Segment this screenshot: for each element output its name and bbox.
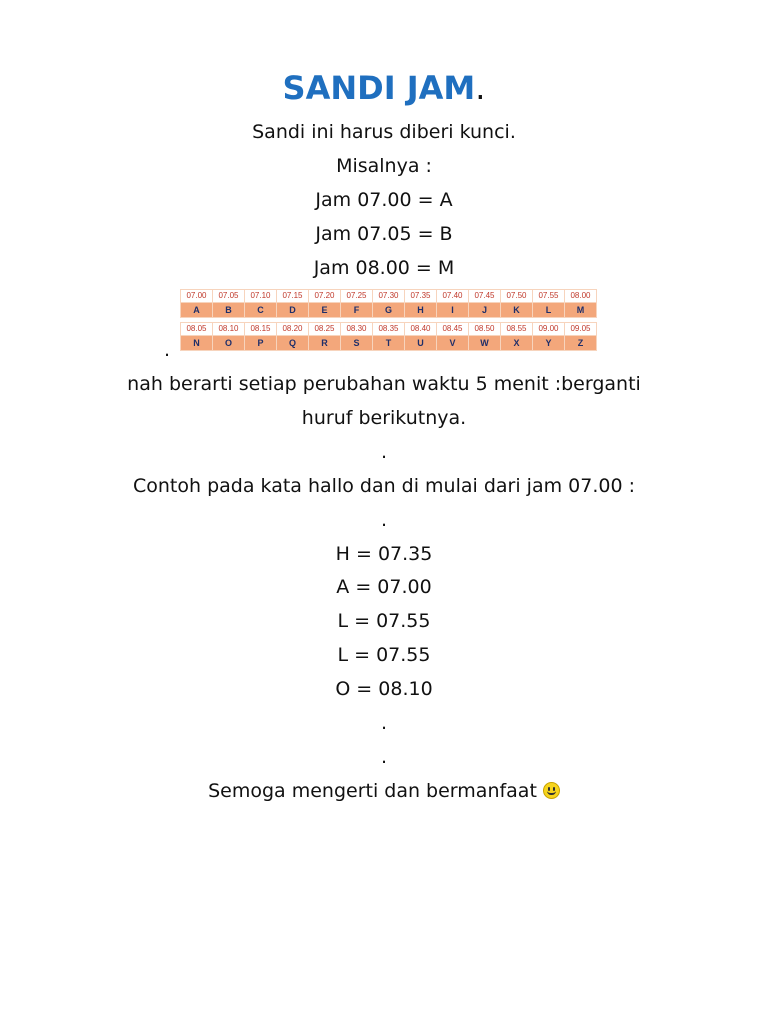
time-cell: 08.55 [501,323,533,336]
letter-cell: Q [277,336,309,351]
separator-dot: . [380,746,388,768]
time-cell: 08.50 [469,323,501,336]
time-cell: 08.30 [341,323,373,336]
time-cell: 07.35 [405,290,437,303]
time-cell: 09.00 [533,323,565,336]
letter-cell: P [245,336,277,351]
intro-line-2: Misalnya : [336,155,432,177]
time-cell: 08.20 [277,323,309,336]
time-cell: 08.00 [565,290,597,303]
time-cell: 08.35 [373,323,405,336]
letter-cell: X [501,336,533,351]
letter-cell: B [213,303,245,318]
time-cell: 08.15 [245,323,277,336]
time-cell: 07.55 [533,290,565,303]
letter-cell: J [469,303,501,318]
time-cell: 09.05 [565,323,597,336]
example-line-3: L = 07.55 [337,610,431,632]
example-intro: Contoh pada kata hallo dan di mulai dari jam 07.00 : [133,475,635,497]
letter-cell: K [501,303,533,318]
letter-cell: G [373,303,405,318]
letter-cell: U [405,336,437,351]
letter-cell: W [469,336,501,351]
time-cell: 07.20 [309,290,341,303]
example-line-2: A = 07.00 [336,576,432,598]
letter-cell: I [437,303,469,318]
page-title [0,66,768,110]
intro-line-1: Sandi ini harus diberi kunci. [252,121,516,143]
separator-dot: . [380,441,388,463]
letter-cell: T [373,336,405,351]
time-cell: 08.40 [405,323,437,336]
time-cell: 07.05 [213,290,245,303]
cipher-key-table [180,289,602,351]
letter-cell: N [181,336,213,351]
side-dot: . [164,339,171,361]
example-line-4: L = 07.55 [337,644,431,666]
time-cell: 07.15 [277,290,309,303]
letter-cell: A [181,303,213,318]
time-cell: 08.05 [181,323,213,336]
letter-cell: Z [565,336,597,351]
letter-cell: C [245,303,277,318]
title-dot: . [475,69,486,107]
letter-cell: E [309,303,341,318]
closing-line [0,776,768,806]
time-cell: 07.45 [469,290,501,303]
letter-cell: H [405,303,437,318]
letter-cell: O [213,336,245,351]
smiley-icon [543,782,560,799]
time-cell: 07.25 [341,290,373,303]
letter-cell: L [533,303,565,318]
letter-cell: S [341,336,373,351]
closing-text: Semoga mengerti dan bermanfaat [208,780,537,802]
time-cell: 07.40 [437,290,469,303]
time-cell: 08.10 [213,323,245,336]
time-cell: 08.25 [309,323,341,336]
separator-dot: . [380,712,388,734]
letter-cell: R [309,336,341,351]
time-cell: 07.00 [181,290,213,303]
time-cell: 07.50 [501,290,533,303]
letter-cell: M [565,303,597,318]
intro-line-3: Jam 07.00 = A [315,189,453,211]
letter-cell: D [277,303,309,318]
letter-cell: F [341,303,373,318]
explanation-line-1: nah berarti setiap perubahan waktu 5 menit :berganti [127,373,641,395]
letter-cell: V [437,336,469,351]
intro-line-5: Jam 08.00 = M [313,257,455,279]
time-cell: 08.45 [437,323,469,336]
intro-line-4: Jam 07.05 = B [315,223,453,245]
cipher-row-1 [180,289,597,318]
cipher-row-2 [180,322,597,351]
example-line-1: H = 07.35 [335,543,433,565]
time-cell: 07.10 [245,290,277,303]
example-line-5: O = 08.10 [335,678,433,700]
letter-cell: Y [533,336,565,351]
explanation-line-2: huruf berikutnya. [301,407,467,429]
separator-dot: . [380,509,388,531]
time-cell: 07.30 [373,290,405,303]
title-text: SANDI JAM [282,69,476,107]
